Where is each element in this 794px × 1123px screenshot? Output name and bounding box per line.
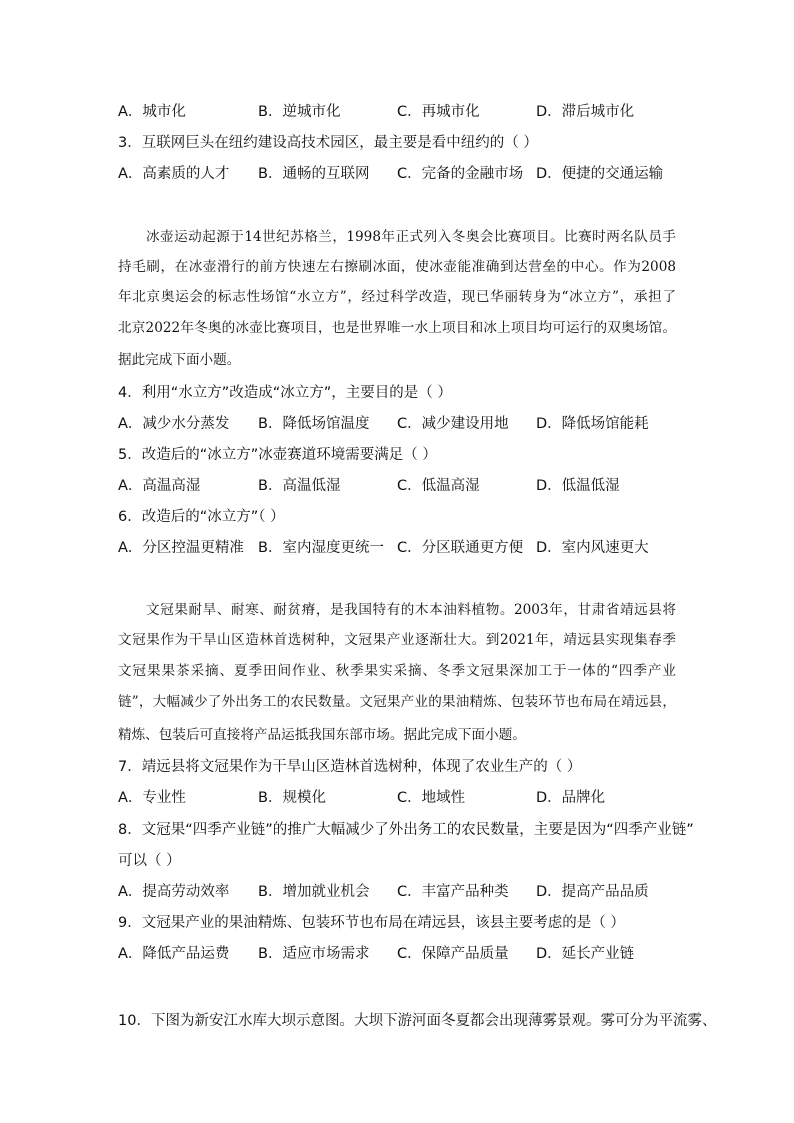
q7-options	[118, 788, 678, 808]
q6-options	[118, 538, 678, 558]
q9-option-c[interactable]: C．保障产品质量	[397, 946, 509, 962]
q3-stem: 3．互联网巨头在纽约建设高技术园区，最主要是看中纽约的（ ）	[118, 135, 538, 151]
q9-option-a[interactable]: A．降低产品运费	[118, 946, 230, 962]
q8-option-c[interactable]: C．丰富产品种类	[397, 884, 509, 900]
q8-option-a[interactable]: A．提高劳动效率	[118, 884, 230, 900]
q5-option-d[interactable]: D．低温低湿	[536, 478, 620, 494]
q3-option-a[interactable]: A．高素质的人才	[118, 166, 230, 182]
q4-option-c[interactable]: C．减少建设用地	[397, 416, 509, 432]
q6-option-b[interactable]: B．室内湿度更统一	[258, 540, 384, 556]
q9-option-b[interactable]: B．适应市场需求	[258, 946, 370, 962]
q3-option-c[interactable]: C．完备的金融市场	[397, 166, 524, 182]
q2-option-d[interactable]: D．滞后城市化	[536, 104, 635, 120]
passage-line: 精炼、包装后可直接将产品运抵我国东部市场。据此完成下面小题。	[118, 727, 526, 743]
q10-stem: 10．下图为新安江水库大坝示意图。大坝下游河面冬夏都会出现薄雾景观。雾可分为平流雾、	[118, 1013, 717, 1029]
q8-option-b[interactable]: B．增加就业机会	[258, 884, 370, 900]
q9-options	[118, 944, 678, 964]
q7-option-b[interactable]: B．规模化	[258, 790, 326, 806]
q5-option-c[interactable]: C．低温高湿	[397, 478, 480, 494]
q3-option-d[interactable]: D．便捷的交通运输	[536, 166, 664, 182]
q7-option-d[interactable]: D．品牌化	[536, 790, 606, 806]
q6-option-d[interactable]: D．室内风速更大	[536, 540, 649, 556]
q4-option-b[interactable]: B．降低场馆温度	[258, 416, 370, 432]
q8-options	[118, 882, 678, 902]
q7-option-a[interactable]: A．专业性	[118, 790, 186, 806]
q5-option-a[interactable]: A．高温高湿	[118, 478, 201, 494]
q2-option-b[interactable]: B．逆城市化	[258, 104, 341, 120]
q5-stem: 5．改造后的“冰立方”冰壶赛道环境需要满足（ ）	[118, 447, 437, 463]
q8-option-d[interactable]: D．提高产品品质	[536, 884, 649, 900]
q4-stem: 4．利用“水立方”改造成“冰立方”，主要目的是（ ）	[118, 385, 452, 401]
q6-stem: 6．改造后的“冰立方”（ ）	[118, 509, 285, 525]
passage-line: 链”，大幅减少了外出务工的农民数量。文冠果产业的果油精炼、包装环节也布局在靖远县，	[118, 694, 676, 710]
q3-options	[118, 164, 678, 184]
q6-option-c[interactable]: C．分区联通更方便	[397, 540, 524, 556]
passage-line: 北京2022年冬奥的冰壶比赛项目，也是世界唯一水上项目和冰上项目均可运行的双奥场馆。	[118, 320, 676, 336]
q2-option-a[interactable]: A．城市化	[118, 104, 186, 120]
passage-line: 文冠果作为干旱山区造林首选树种，文冠果产业逐渐壮大。到2021年，靖远县实现集春季	[118, 632, 676, 648]
q5-options	[118, 476, 678, 496]
q3-option-b[interactable]: B．通畅的互联网	[258, 166, 370, 182]
q9-option-d[interactable]: D．延长产业链	[536, 946, 635, 962]
q8-stem-line1: 8．文冠果“四季产业链”的推广大幅减少了外出务工的农民数量，主要是因为“四季产业链”	[118, 822, 694, 838]
passage-line: 年北京奥运会的标志性场馆“水立方”，经过科学改造，现已华丽转身为“冰立方”，承担了	[118, 289, 676, 305]
q4-option-d[interactable]: D．降低场馆能耗	[536, 416, 649, 432]
q7-option-c[interactable]: C．地域性	[397, 790, 466, 806]
passage-line: 文冠果耐旱、耐寒、耐贫瘠，是我国特有的木本油料植物。2003年，甘肃省靖远县将	[146, 602, 676, 618]
q2-option-c[interactable]: C．再城市化	[397, 104, 480, 120]
q7-stem: 7．靖远县将文冠果作为干旱山区造林首选树种，体现了农业生产的（ ）	[118, 759, 582, 775]
passage-line: 文冠果果茶采摘、夏季田间作业、秋季果实采摘、冬季文冠果深加工于一体的“四季产业	[118, 663, 676, 679]
q5-option-b[interactable]: B．高温低湿	[258, 478, 341, 494]
q8-stem-line2: 可以（ ）	[118, 853, 181, 869]
passage-line: 据此完成下面小题。	[118, 352, 241, 368]
q4-option-a[interactable]: A．减少水分蒸发	[118, 416, 230, 432]
q6-option-a[interactable]: A．分区控温更精准	[118, 540, 244, 556]
passage-line: 冰壶运动起源于14世纪苏格兰，1998年正式列入冬奥会比赛项目。比赛时两名队员手	[146, 229, 676, 245]
q4-options	[118, 414, 678, 434]
q2-options	[118, 102, 678, 122]
passage-line: 持毛刷，在冰壶滑行的前方快速左右擦刷冰面，使冰壶能准确到达营垒的中心。作为2008	[118, 259, 676, 275]
q9-stem: 9．文冠果产业的果油精炼、包装环节也布局在靖远县，该县主要考虑的是（ ）	[118, 915, 625, 931]
